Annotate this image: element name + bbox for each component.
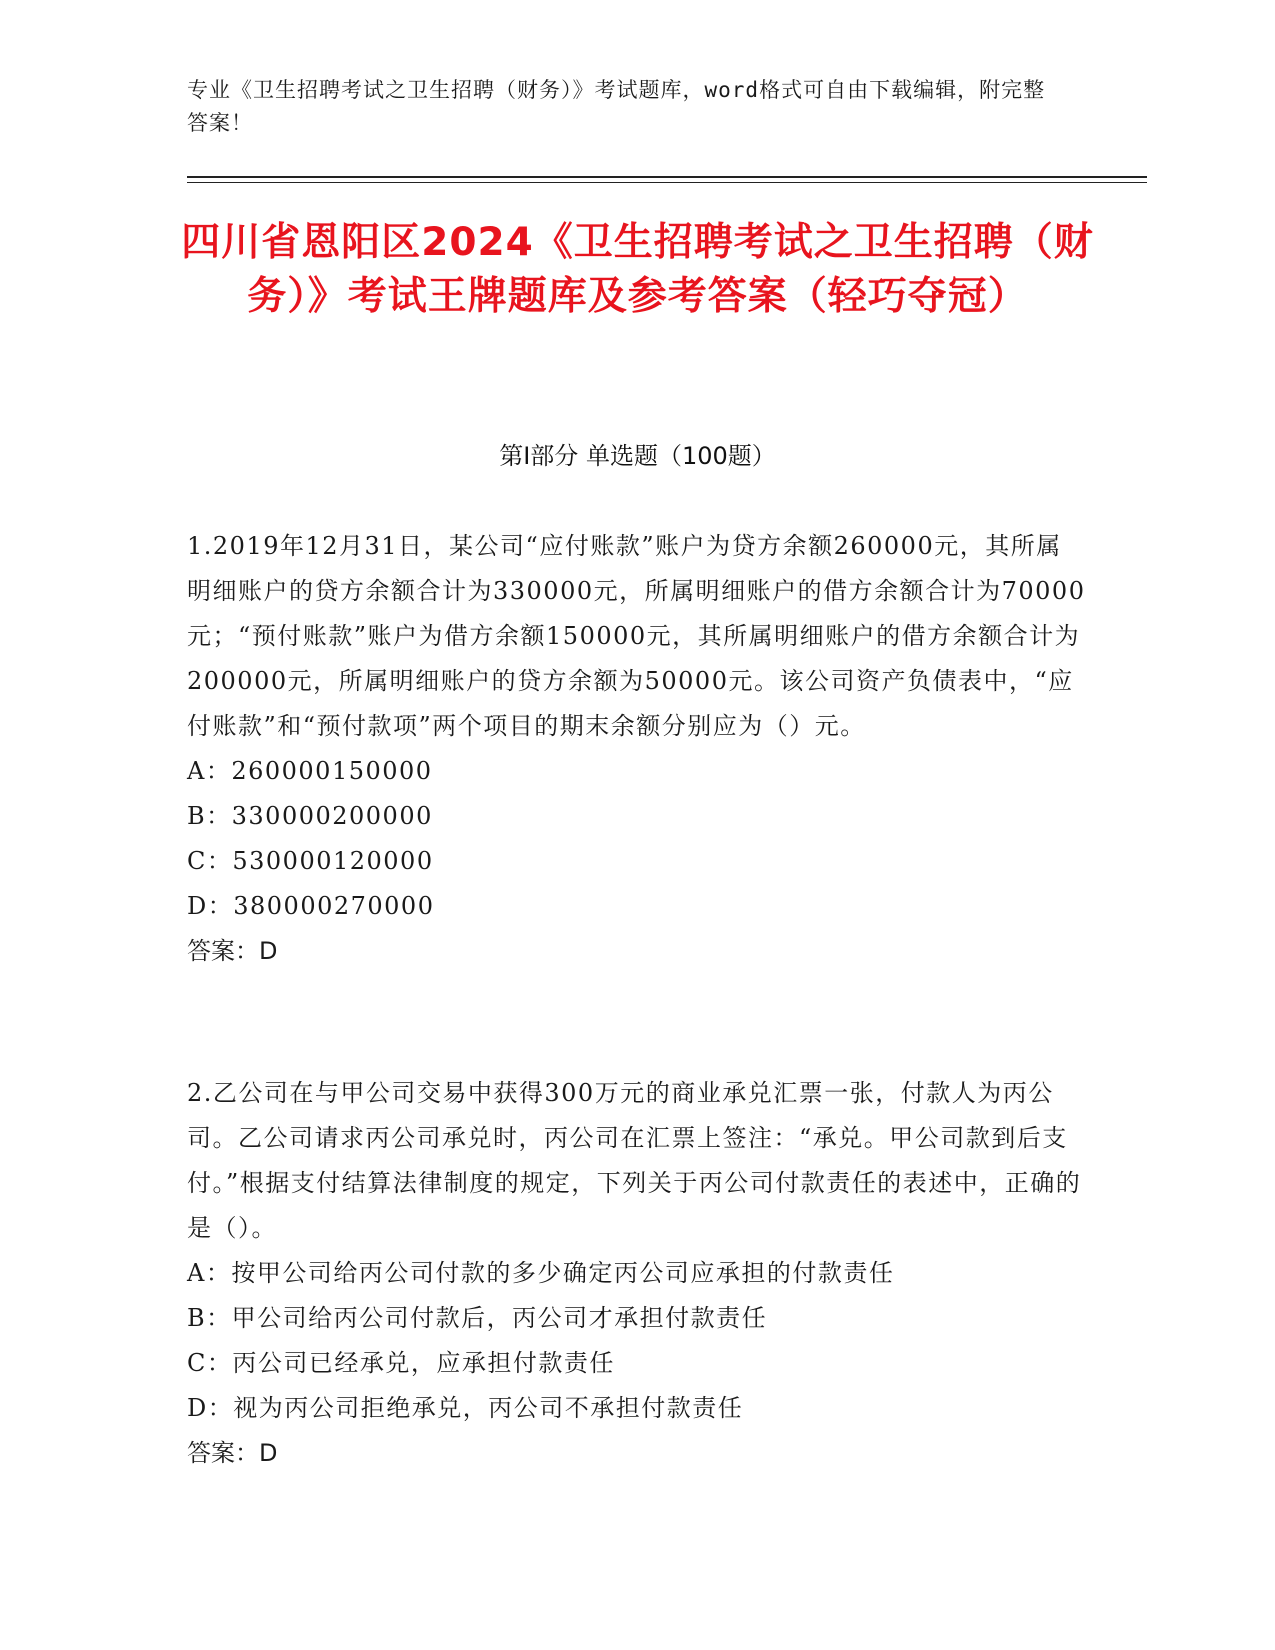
option-d: D：视为丙公司拒绝承兑，丙公司不承担付款责任 (187, 1394, 744, 1422)
option-c: C：530000120000 (187, 847, 434, 875)
header-divider-thin (187, 182, 1147, 183)
option-b: B：330000200000 (187, 802, 433, 830)
option-b: B：甲公司给丙公司付款后，丙公司才承担付款责任 (187, 1304, 768, 1332)
option-d: D：380000270000 (187, 892, 435, 920)
question-stem: 2.乙公司在与甲公司交易中获得300万元的商业承兑汇票一张，付款人为丙公司。乙公司请求丙公司承兑时，丙公司在汇票上签注：“承兑。甲公司款到后支付。”根据支付结算法律制度的规定，下列关于丙公司付款责任的表述中，正确的是（）。 (187, 1079, 1082, 1242)
question-1 (187, 524, 1087, 974)
option-a: A：260000150000 (187, 757, 433, 785)
question-2 (187, 1071, 1087, 1476)
section-title: 第Ⅰ部分 单选题（100题） (499, 442, 776, 470)
header-note: 专业《卫生招聘考试之卫生招聘（财务）》考试题库，word格式可自由下载编辑，附完整答案！ (187, 78, 1046, 135)
header-divider-thick (187, 176, 1147, 178)
answer: 答案：D (187, 937, 278, 965)
option-c: C：丙公司已经承兑，应承担付款责任 (187, 1349, 615, 1377)
document-title: 四川省恩阳区2024《卫生招聘考试之卫生招聘（财务）》考试王牌题库及参考答案（轻巧夺冠） (181, 220, 1094, 319)
question-stem: 1.2019年12月31日，某公司“应付账款”账户为贷方余额260000元，其所属明细账户的贷方余额合计为330000元，所属明细账户的借方余额合计为70000元；“预付账款”账户为借方余额150000元，其所属明细账户的借方余额合计为200000元，所属明细账户的贷方余额为50000元。该公司资产负债表中，“应付账款”和“预付款项”两个项目的期末余额分别应为（）元。 (187, 532, 1086, 740)
option-a: A：按甲公司给丙公司付款的多少确定丙公司应承担的付款责任 (187, 1259, 895, 1287)
answer: 答案：D (187, 1439, 278, 1467)
